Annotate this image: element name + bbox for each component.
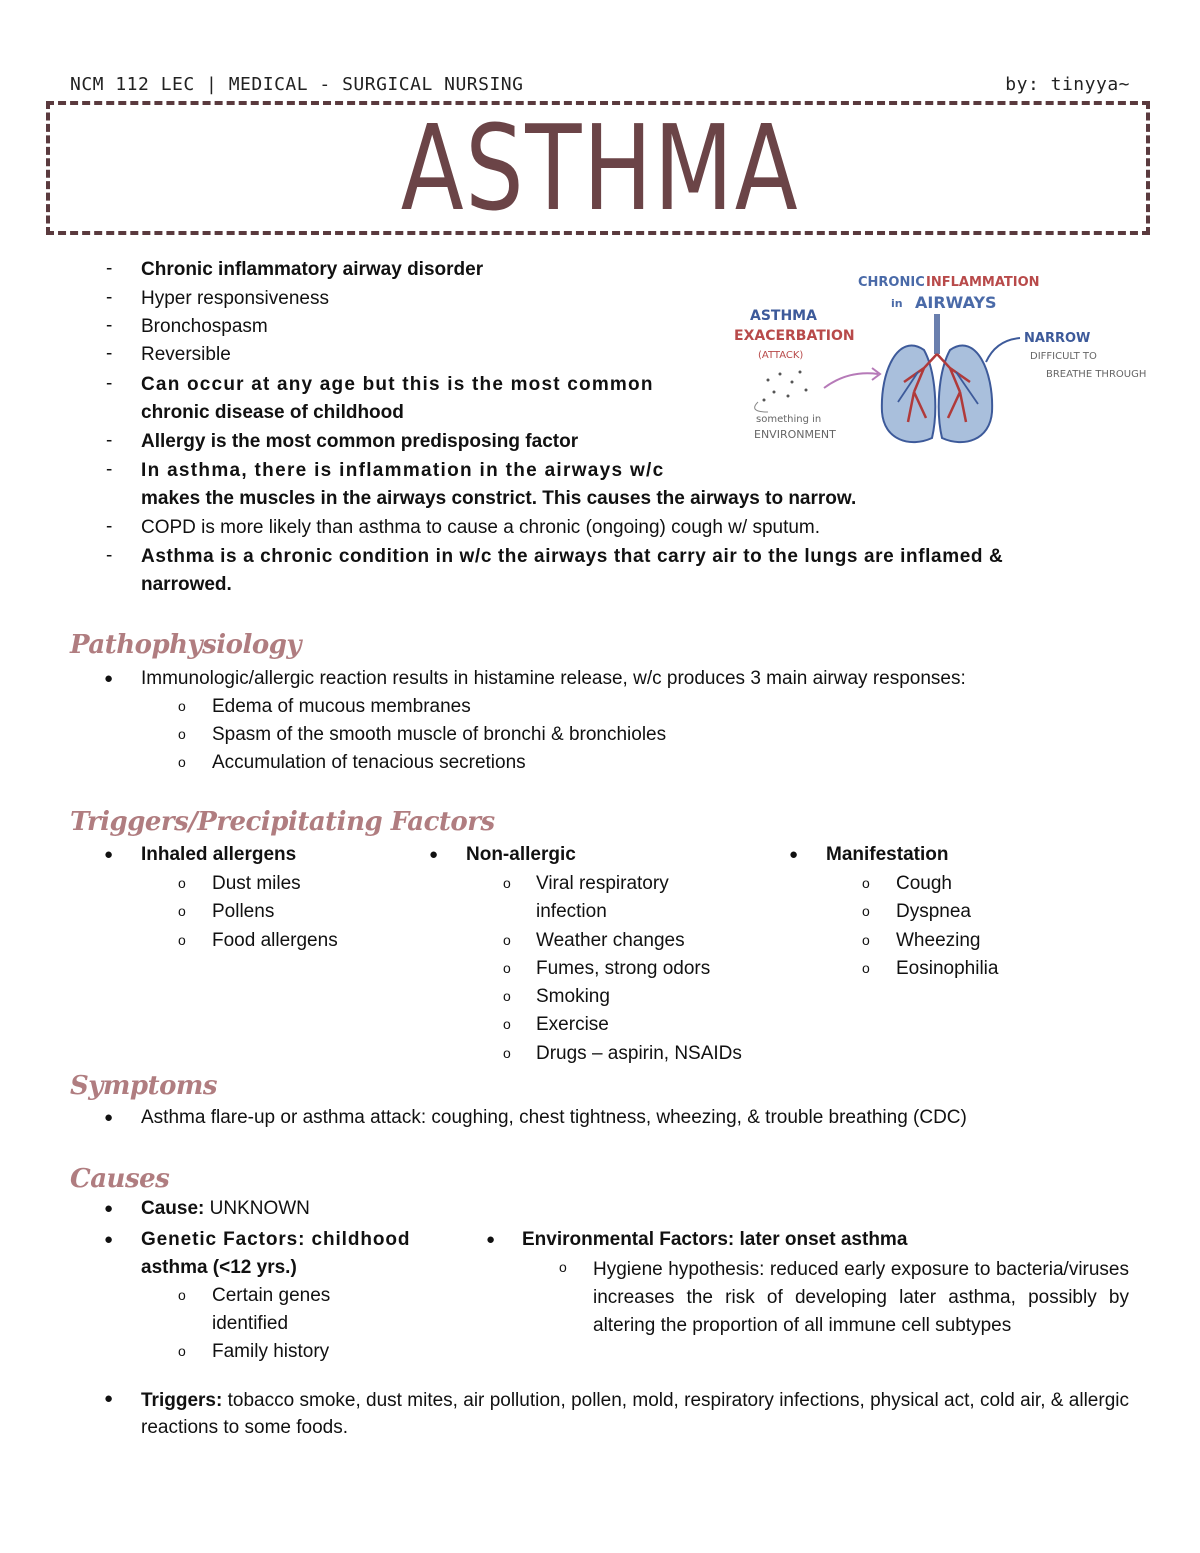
allergy-rest: is the most common predisposing factor <box>205 431 579 452</box>
list-item: Drugs – aspirin, NSAIDs <box>536 1043 742 1064</box>
illus-left-3: (ATTACK) <box>758 350 804 361</box>
list-item-cont: chronic disease of childhood <box>141 402 404 423</box>
list-item: Hyper responsiveness <box>141 288 329 309</box>
list-item: Bronchospasm <box>141 316 268 337</box>
circle-bullet-icon: o <box>178 1343 186 1359</box>
list-item: COPD is more likely than asthma to cause a chronic (ongoing) cough w/ sputum. <box>141 517 821 538</box>
section-heading-pathophysiology: Pathophysiology <box>70 630 302 660</box>
circle-bullet-icon: o <box>559 1259 567 1275</box>
bullet-icon: ● <box>789 846 799 863</box>
list-item: Dyspnea <box>896 901 971 922</box>
list-item: Spasm of the smooth muscle of bronchi & bronchioles <box>212 724 667 745</box>
list-item-cont: infection <box>536 901 607 922</box>
section-heading-causes: Causes <box>70 1164 170 1194</box>
circle-bullet-icon: o <box>862 875 870 891</box>
illus-top-2b: AIRWAYS <box>915 293 997 312</box>
list-item: Dust miles <box>212 873 301 894</box>
dash-bullet: - <box>106 373 113 394</box>
list-item: Environmental Factors: later onset asthma <box>522 1229 908 1250</box>
column-title: Non-allergic <box>466 844 576 865</box>
list-item-cont: identified <box>212 1313 289 1334</box>
section-heading-symptoms: Symptoms <box>70 1071 218 1101</box>
dash-bullet: - <box>106 315 113 336</box>
circle-bullet-icon: o <box>862 932 870 948</box>
circle-bullet-icon: o <box>178 1287 186 1303</box>
circle-bullet-icon: o <box>503 875 511 891</box>
list-item: Immunologic/allergic reaction results in histamine release, w/c produces 3 main airway responses: <box>141 668 966 689</box>
illus-right-2: DIFFICULT TO <box>1030 351 1097 362</box>
list-item: Cough <box>896 873 952 894</box>
column-title: Inhaled allergens <box>141 844 297 865</box>
illus-top-1: CHRONIC <box>858 275 925 290</box>
list-item <box>141 1197 310 1221</box>
particles <box>763 371 808 402</box>
arrow-icon <box>824 373 878 388</box>
bullet-icon: ● <box>486 1231 496 1248</box>
list-item: Asthma is a chronic condition in w/c the airways that carry air to the lungs are inflamed & <box>141 546 1004 567</box>
page-title: ASTHMA <box>400 99 800 237</box>
bullet-icon: ● <box>104 846 114 863</box>
bullet-icon: ● <box>429 846 439 863</box>
list-item: Weather changes <box>536 930 685 951</box>
circle-bullet-icon: o <box>178 932 186 948</box>
list-item: Fumes, strong odors <box>536 958 711 979</box>
circle-bullet-icon: o <box>862 960 870 976</box>
bullet-icon: ● <box>104 1231 114 1248</box>
list-item-cont: makes the muscles in the airways constrict. This causes the airways to narrow. <box>141 488 857 509</box>
list-item: Eosinophilia <box>896 958 999 979</box>
list-item: Can occur at any age but this is the most common <box>141 374 654 395</box>
list-item: Reversible <box>141 344 231 365</box>
dash-bullet: - <box>106 430 113 451</box>
circle-bullet-icon: o <box>503 1016 511 1032</box>
circle-bullet-icon: o <box>862 903 870 919</box>
circle-bullet-icon: o <box>503 988 511 1004</box>
cause-value: UNKNOWN <box>204 1198 310 1219</box>
illus-left-4: something in <box>756 414 822 425</box>
illus-left-2: EXACERBATION <box>734 328 855 344</box>
illus-top-1b: INFLAMMATION <box>926 275 1040 290</box>
list-item: Genetic Factors: childhood <box>141 1229 411 1250</box>
allergy-term: Allergy <box>141 431 206 452</box>
list-item: Certain genes <box>212 1285 331 1306</box>
dash-bullet: - <box>106 459 113 480</box>
illus-top-2: in <box>891 297 903 310</box>
triggers-label: Triggers: <box>141 1390 223 1411</box>
circle-bullet-icon: o <box>178 726 186 742</box>
list-item <box>141 1387 1129 1441</box>
course-header: NCM 112 LEC | MEDICAL - SURGICAL NURSING <box>70 74 524 95</box>
circle-bullet-icon: o <box>178 754 186 770</box>
illus-left-5: ENVIRONMENT <box>754 428 836 441</box>
circle-bullet-icon: o <box>178 698 186 714</box>
circle-bullet-icon: o <box>503 932 511 948</box>
list-item: In asthma, there is inflammation in the airways w/c <box>141 460 665 481</box>
list-item-cont: asthma (<12 yrs.) <box>141 1257 297 1278</box>
illus-right-1: NARROW <box>1024 331 1091 346</box>
lungs-icon <box>882 314 992 442</box>
list-item: Exercise <box>536 1014 609 1035</box>
circle-bullet-icon: o <box>503 960 511 976</box>
bullet-icon: ● <box>104 1390 114 1407</box>
circle-bullet-icon: o <box>178 903 186 919</box>
section-heading-triggers: Triggers/Precipitating Factors <box>70 807 495 837</box>
list-item: Pollens <box>212 901 275 922</box>
list-item-cont: narrowed. <box>141 574 232 595</box>
list-item: Food allergens <box>212 930 338 951</box>
lungs-illustration <box>728 262 1148 452</box>
circle-bullet-icon: o <box>178 875 186 891</box>
list-item <box>141 430 578 454</box>
circle-bullet-icon: o <box>503 1045 511 1061</box>
bullet-icon: ● <box>104 670 114 687</box>
list-item: Chronic inflammatory airway disorder <box>141 259 484 280</box>
cause-label: Cause: <box>141 1198 205 1219</box>
list-item: Edema of mucous membranes <box>212 696 471 717</box>
list-item: Family history <box>212 1341 330 1362</box>
dash-bullet: - <box>106 343 113 364</box>
illus-left-1: ASTHMA <box>750 308 817 324</box>
list-item: Wheezing <box>896 930 981 951</box>
dash-bullet: - <box>106 258 113 279</box>
dash-bullet: - <box>106 545 113 566</box>
list-item: Smoking <box>536 986 610 1007</box>
list-item: Accumulation of tenacious secretions <box>212 752 526 773</box>
illus-right-3: BREATHE THROUGH <box>1046 369 1147 380</box>
list-item: Hygiene hypothesis: reduced early exposure to bacteria/viruses increases the risk of developing later asthma, possibly by altering the proportion of all immune cell subtypes <box>593 1259 1129 1336</box>
column-title: Manifestation <box>826 844 949 865</box>
bullet-icon: ● <box>104 1200 114 1217</box>
author-label: by: tinyya~ <box>1005 74 1130 95</box>
list-item: Viral respiratory <box>536 873 669 894</box>
bullet-icon: ● <box>104 1109 114 1126</box>
dash-bullet: - <box>106 516 113 537</box>
dash-bullet: - <box>106 287 113 308</box>
list-item: Asthma flare-up or asthma attack: coughing, chest tightness, wheezing, & trouble breathing (CDC) <box>141 1107 967 1128</box>
triggers-text: tobacco smoke, dust mites, air pollution, pollen, mold, respiratory infections, physical act, cold air, & allergic reactions to some foods. <box>141 1390 1129 1438</box>
